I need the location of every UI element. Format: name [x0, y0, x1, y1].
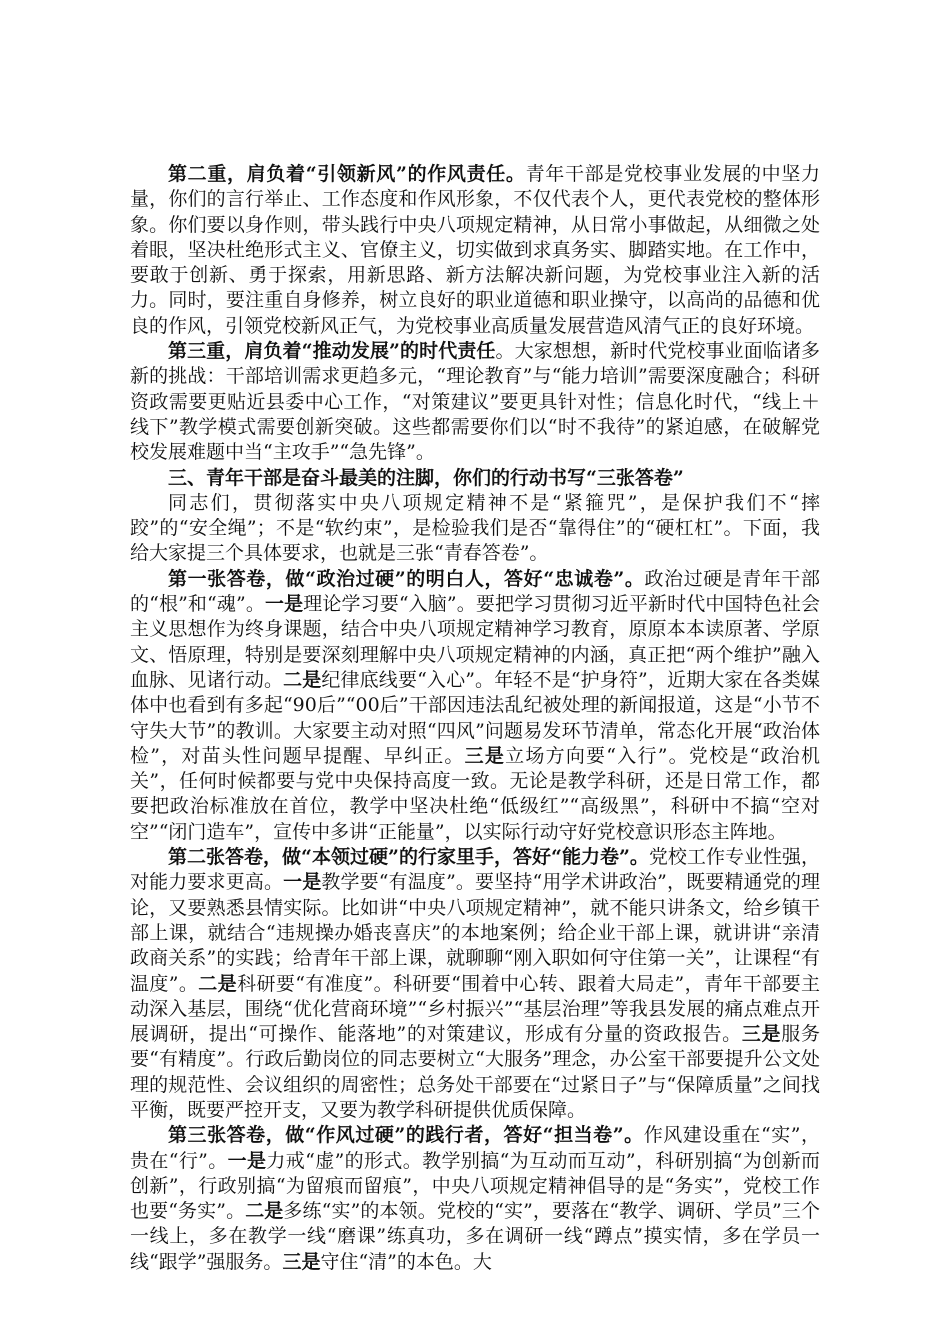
- text-run: 作风建设重在“实”，贵在“行”。: [130, 1124, 820, 1172]
- body-paragraph: [130, 162, 820, 339]
- bold-text-run: 三是: [464, 744, 506, 767]
- text-run: 纪律底线要“入心”。年轻不是“护身符”，近期大家在各类媒体中也看到有多起“90后”“00后”干部因违法乱纪被处理的新闻报道，这是“小节不守失大节”的教训。大家要主动对照“四风”问题易发环节清单，常态化开展“政治体检”，对苗头性问题早提醒、早纠正。: [130, 668, 820, 767]
- body-paragraph: [130, 1123, 820, 1275]
- bold-text-run: 二是: [198, 972, 238, 995]
- text-run: 。大家想想，新时代党校事业面临诸多新的挑战：干部培训需求更趋多元，“理论教育”与“能力培训”需要深度融合；科研资政需要更贴近县委中心工作，“对策建议”要更具针对性；信息化时代，“线上＋线下”教学模式需要创新突破。这些都需要你们以“时不我待”的紧迫感，在破解党校发展难题中当“主攻手”“急先锋”。: [130, 340, 820, 464]
- bold-text-run: 二是: [245, 1200, 284, 1223]
- body-paragraph: [130, 339, 820, 465]
- body-paragraph: [130, 491, 820, 567]
- text-run: 教学要“有温度”。要坚持“用学术讲政治”，既要精通党的理论，又要熟悉县情实际。比如讲“中央八项规定精神”，就不能只讲条文，给乡镇干部上课，就结合“违规操办婚丧喜庆”的本地案例；给企业干部上课，就讲讲“亲清政商关系”的实践；给青年干部上课，就聊聊“刚入职如何守住第一关”，让课程“有温度”。: [130, 871, 820, 995]
- bold-text-run: 一是: [283, 871, 322, 894]
- text-run: 服务要“有精度”。行政后勤岗位的同志要树立“大服务”理念，办公室干部要提升公文处理的规范性、会议组织的周密性；总务处干部要在“过紧日子”与“保障质量”之间找平衡，既要严控开支，又要为教学科研提供优质保障。: [130, 1023, 820, 1121]
- bold-text-run: 一是: [264, 593, 304, 616]
- text-run: 党校工作专业性强，对能力要求更高。: [130, 846, 820, 894]
- bold-text-run: 第三张答卷，做“作风过硬”的践行者，答好“担当卷”。: [168, 1124, 644, 1147]
- text-run: 青年干部是党校事业发展的中坚力量，你们的言行举止、工作态度和作风形象，不仅代表个人，更代表党校的整体形象。你们要以身作则，带头践行中央八项规定精神，从日常小事做起，从细微之处着眼，坚决杜绝形式主义、官僚主义，切实做到求真务实、脚踏实地。在工作中，要敢于创新、勇于探索，用新思路、新方法解决新问题，为党校事业注入新的活力。同时，要注重自身修养，树立良好的职业道德和职业操守，以高尚的品德和优良的作风，引领党校新风正气，为党校事业高质量发展营造风清气正的良好环境。: [130, 163, 820, 337]
- body-paragraph: [130, 567, 820, 845]
- bold-text-run: 三是: [741, 1023, 782, 1046]
- text-run: 政治过硬是青年干部的“根”和“魂”。: [130, 567, 820, 616]
- text-run: 同志们，贯彻落实中央八项规定精神不是“紧箍咒”，是保护我们不“摔跤”的“安全绳”；不是“软约束”，是检验我们是否“靠得住”的“硬杠杠”。下面，我给大家提三个具体要求，也就是三张“青春答卷”。: [130, 491, 820, 565]
- bold-text-run: 第三重，肩负着“推动发展”的时代责任: [168, 340, 496, 363]
- document-page: [130, 162, 820, 1275]
- text-run: 立场方向要“入行”。党校是“政治机关”，任何时候都要与党中央保持高度一致。无论是教学科研，还是日常工作，都要把政治标准放在首位，教学中坚决杜绝“低级红”“高级黑”，科研中不搞“空对空”“闭门造车”，宣传中多讲“正能量”，以实际行动守好党校意识形态主阵地。: [130, 744, 820, 843]
- text-run: 理论学习要“入脑”。要把学习贯彻习近平新时代中国特色社会主义思想作为终身课题，结合中央八项规定精神学习教育，原原本本读原著、学原文、悟原理，特别是要深刻理解中央八项规定精神的内涵，真正把“两个维护”融入血脉、见诸行动。: [130, 593, 820, 691]
- bold-text-run: 二是: [283, 668, 322, 691]
- bold-text-run: 第二重，肩负着“引领新风”的作风责任。: [168, 163, 526, 185]
- body-paragraph: [130, 845, 820, 1123]
- bold-text-run: 第二张答卷，做“本领过硬”的行家里手，答好“能力卷”。: [168, 846, 649, 869]
- section-heading: [130, 466, 820, 491]
- text-run: 科研要“有准度”。科研要“围着中心转、跟着大局走”，青年干部要主动深入基层，围绕“优化营商环境”“乡村振兴”“基层治理”等我县发展的痛点难点开展调研，提出“可操作、能落地”的对策建议，形成有分量的资政报告。: [130, 972, 820, 1046]
- text-run: 力戒“虚”的形式。教学别搞“为互动而互动”，科研别搞“为创新而创新”，行政别搞“为留痕而留痕”，中央八项规定精神倡导的是“务实”，党校工作也要“务实”。: [130, 1149, 820, 1223]
- text-run: 守住“清”的本色。大: [320, 1250, 492, 1273]
- bold-text-run: 第一张答卷，做“政治过硬”的明白人，答好“忠诚卷”。: [168, 567, 645, 590]
- bold-text-run: 三是: [282, 1250, 321, 1273]
- bold-text-run: 三、青年干部是奋斗最美的注脚，你们的行动书写“三张答卷”: [168, 466, 684, 489]
- text-run: 多练“实”的本领。党校的“实”，要落在“教学、调研、学员”三个一线上，多在教学一线“磨课”练真功，多在调研一线“蹲点”摸实情，多在学员一线“跟学”强服务。: [130, 1200, 820, 1273]
- bold-text-run: 一是: [227, 1149, 267, 1172]
